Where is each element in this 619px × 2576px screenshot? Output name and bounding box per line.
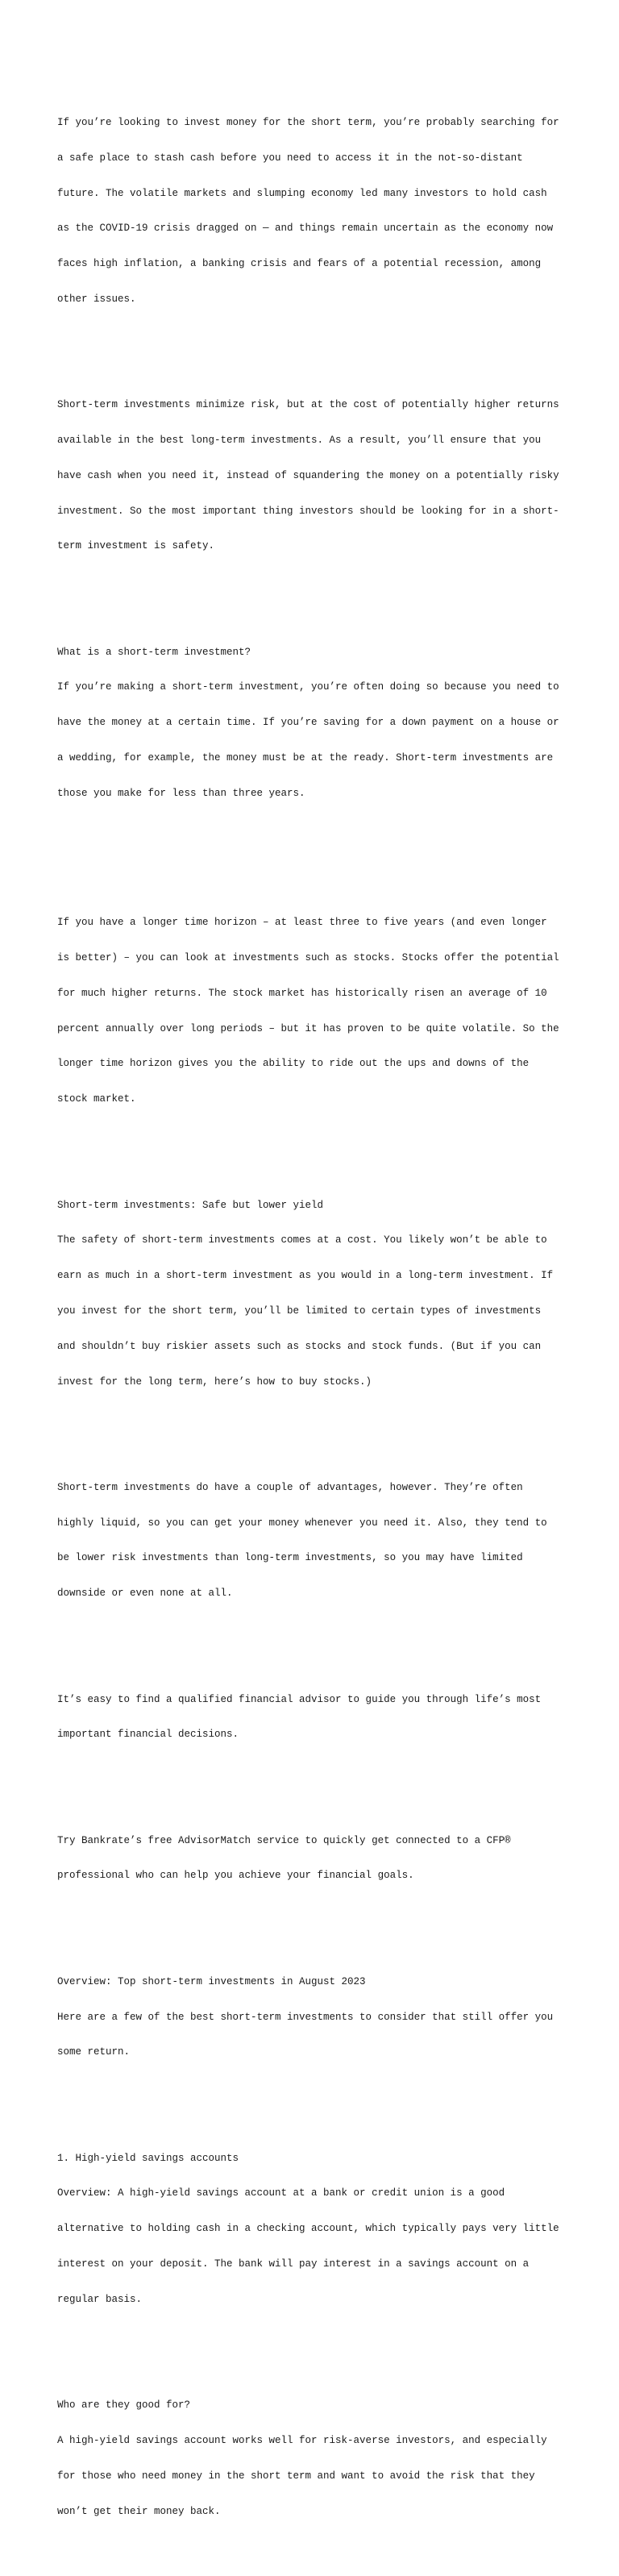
- text-line: earn as much in a short-term investment as you would in a long-term investment. If: [57, 1270, 554, 1282]
- text-line: some return.: [57, 2046, 131, 2058]
- text-line: those you make for less than three years.: [57, 787, 305, 799]
- paragraph-advisor: [57, 1670, 573, 1764]
- section-heading: What is a short-term investment?: [57, 646, 251, 658]
- text-line: a wedding, for example, the money must be at the ready. Short-term investments are: [57, 752, 554, 764]
- section-safe-lower-yield: [57, 1176, 573, 1411]
- text-line: It’s easy to find a qualified financial advisor to guide you through life’s most: [57, 1693, 542, 1705]
- document-page: [57, 58, 573, 2576]
- section-heading: Overview: Top short-term investments in August 2023: [57, 1975, 366, 1987]
- text-line: If you have a longer time horizon – at least three to five years (and even longer: [57, 917, 547, 929]
- text-line: The safety of short-term investments comes at a cost. You likely won’t be able to: [57, 1234, 547, 1246]
- text-line: have the money at a certain time. If you’re saving for a down payment on a house or: [57, 717, 559, 729]
- text-line: Overview: A high-yield savings account at a bank or credit union is a good: [57, 2187, 505, 2199]
- text-line: longer time horizon gives you the ability to ride out the ups and downs of the: [57, 1058, 530, 1070]
- text-line: interest on your deposit. The bank will pay interest in a savings account on a: [57, 2258, 530, 2270]
- text-line: professional who can help you achieve your financial goals.: [57, 1870, 414, 1882]
- text-line: percent annually over long periods – but it has proven to be quite volatile. So the: [57, 1022, 559, 1034]
- paragraph-long-horizon: [57, 893, 573, 1129]
- text-line: for much higher returns. The stock market has historically risen an average of 10: [57, 987, 547, 999]
- text-line: alternative to holding cash in a checking account, which typically pays very little: [57, 2223, 559, 2235]
- text-line: stock market.: [57, 1093, 136, 1105]
- text-line: faces high inflation, a banking crisis and fears of a potential recession, among: [57, 258, 542, 270]
- section-heading: 1. High-yield savings accounts: [57, 2152, 239, 2164]
- text-line: future. The volatile markets and slumping economy led many investors to hold cash: [57, 187, 547, 199]
- text-line: Short-term investments minimize risk, but at the cost of potentially higher returns: [57, 399, 559, 411]
- section-heading: Who are they good for?: [57, 2399, 191, 2412]
- section-overview: [57, 1953, 573, 2083]
- text-line: other issues.: [57, 293, 136, 305]
- text-line: A high-yield savings account works well for risk-averse investors, and especially: [57, 2434, 547, 2446]
- text-line: Short-term investments do have a couple of advantages, however. They’re often: [57, 1481, 523, 1493]
- text-line: as the COVID-19 crisis dragged on — and things remain uncertain as the economy now: [57, 223, 554, 235]
- paragraph-intro: [57, 94, 573, 329]
- section-high-yield-savings: [57, 2129, 573, 2329]
- section-heading: Short-term investments: Safe but lower yield: [57, 1199, 324, 1211]
- text-line: have cash when you need it, instead of squandering the money on a potentially risky: [57, 469, 559, 481]
- text-line: Try Bankrate’s free AdvisorMatch service to quickly get connected to a CFP®: [57, 1834, 511, 1846]
- text-line: you invest for the short term, you’ll be limited to certain types of investments: [57, 1305, 542, 1317]
- text-line: Here are a few of the best short-term investments to consider that still offer you: [57, 2011, 554, 2023]
- text-line: and shouldn’t buy riskier assets such as stocks and stock funds. (But if you can: [57, 1340, 542, 1352]
- text-line: is better) – you can look at investments such as stocks. Stocks offer the potential: [57, 952, 559, 964]
- text-line: regular basis.: [57, 2293, 143, 2305]
- text-line: highly liquid, so you can get your money whenever you need it. Also, they tend to: [57, 1517, 547, 1529]
- text-line: a safe place to stash cash before you need to access it in the not-so-distant: [57, 152, 523, 164]
- text-line: important financial decisions.: [57, 1729, 239, 1741]
- text-line: invest for the long term, here’s how to buy stocks.): [57, 1375, 372, 1388]
- paragraph-advantages: [57, 1459, 573, 1623]
- paragraph-risk: [57, 376, 573, 576]
- text-line: investment. So the most important thing investors should be looking for in a short-: [57, 505, 559, 517]
- text-line: for those who need money in the short term and want to avoid the risk that they: [57, 2470, 535, 2482]
- text-line: won’t get their money back.: [57, 2505, 221, 2517]
- text-line: be lower risk investments than long-term investments, so you may have limited: [57, 1552, 523, 1564]
- text-line: downside or even none at all.: [57, 1588, 233, 1600]
- text-line: If you’re looking to invest money for the short term, you’re probably searching for: [57, 116, 559, 128]
- text-line: available in the best long-term investments. As a result, you’ll ensure that you: [57, 435, 542, 446]
- text-line: term investment is safety.: [57, 540, 215, 552]
- section-who-good-for: [57, 2376, 573, 2541]
- text-line: If you’re making a short-term investment, you’re often doing so because you need to: [57, 681, 559, 693]
- section-what-is: [57, 623, 573, 823]
- paragraph-advisormatch: [57, 1811, 573, 1905]
